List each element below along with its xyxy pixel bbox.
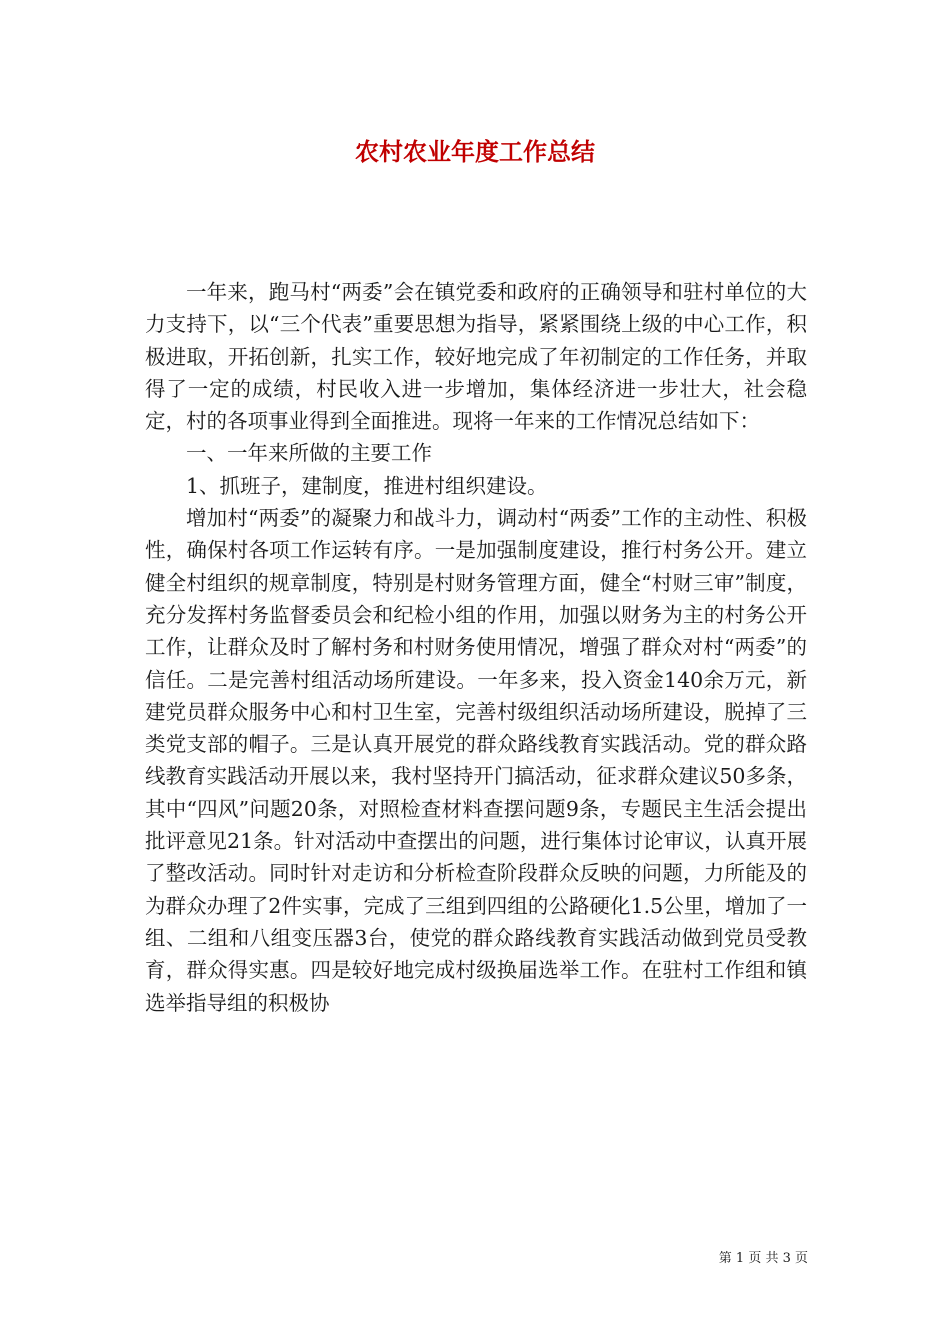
paragraph-intro: 一年来，跑马村“两委”会在镇党委和政府的正确领导和驻村单位的大力支持下，以“三个代表”重要思想为指导，紧紧围绕上级的中心工作，积极进取，开拓创新，扎实工作，较好地完成了年初制定的工作任务，并取得了一定的成绩，村民收入进一步增加，集体经济进一步壮大，社会稳定，村的各项事业得到全面推进。现将一年来的工作情况总结如下： — [145, 280, 807, 434]
page-number-footer — [719, 1247, 808, 1266]
subsection-heading: 1、抓班子，建制度，推进村组织建设。 — [186, 473, 548, 498]
document-body — [145, 276, 807, 1019]
paragraph-body: 增加村“两委”的凝聚力和战斗力，调动村“两委”工作的主动性、积极性，确保村各项工作运转有序。一是加强制度建设，推行村务公开。建立健全村组织的规章制度，特别是村财务管理方面，健全“村财三审”制度，充分发挥村务监督委员会和纪检小组的作用，加强以财务为主的村务公开工作，让群众及时了解村务和村财务使用情况，增强了群众对村“两委”的信任。二是完善村组活动场所建设。一年多来，投入资金140余万元，新建党员群众服务中心和村卫生室，完善村级组织活动场所建设，脱掉了三类党支部的帽子。三是认真开展党的群众路线教育实践活动。党的群众路线教育实践活动开展以来，我村坚持开门搞活动，征求群众建议50多条，其中“四风”问题20条，对照检查材料查摆问题9条，专题民主生活会提出批评意见21条。针对活动中查摆出的问题，进行集体讨论审议，认真开展了整改活动。同时针对走访和分析检查阶段群众反映的问题，力所能及的为群众办理了2件实事，完成了三组到四组的公路硬化1.5公里，增加了一组、二组和八组变压器3台，使党的群众路线教育实践活动做到党员受教育，群众得实惠。四是较好地完成村级换届选举工作。在驻村工作组和镇选举指导组的积极协 — [145, 506, 807, 1015]
document-title: 农村农业年度工作总结 — [355, 137, 595, 166]
page-indicator: 第 1 页 共 3 页 — [718, 1251, 808, 1266]
section-heading: 一、一年来所做的主要工作 — [186, 441, 432, 466]
